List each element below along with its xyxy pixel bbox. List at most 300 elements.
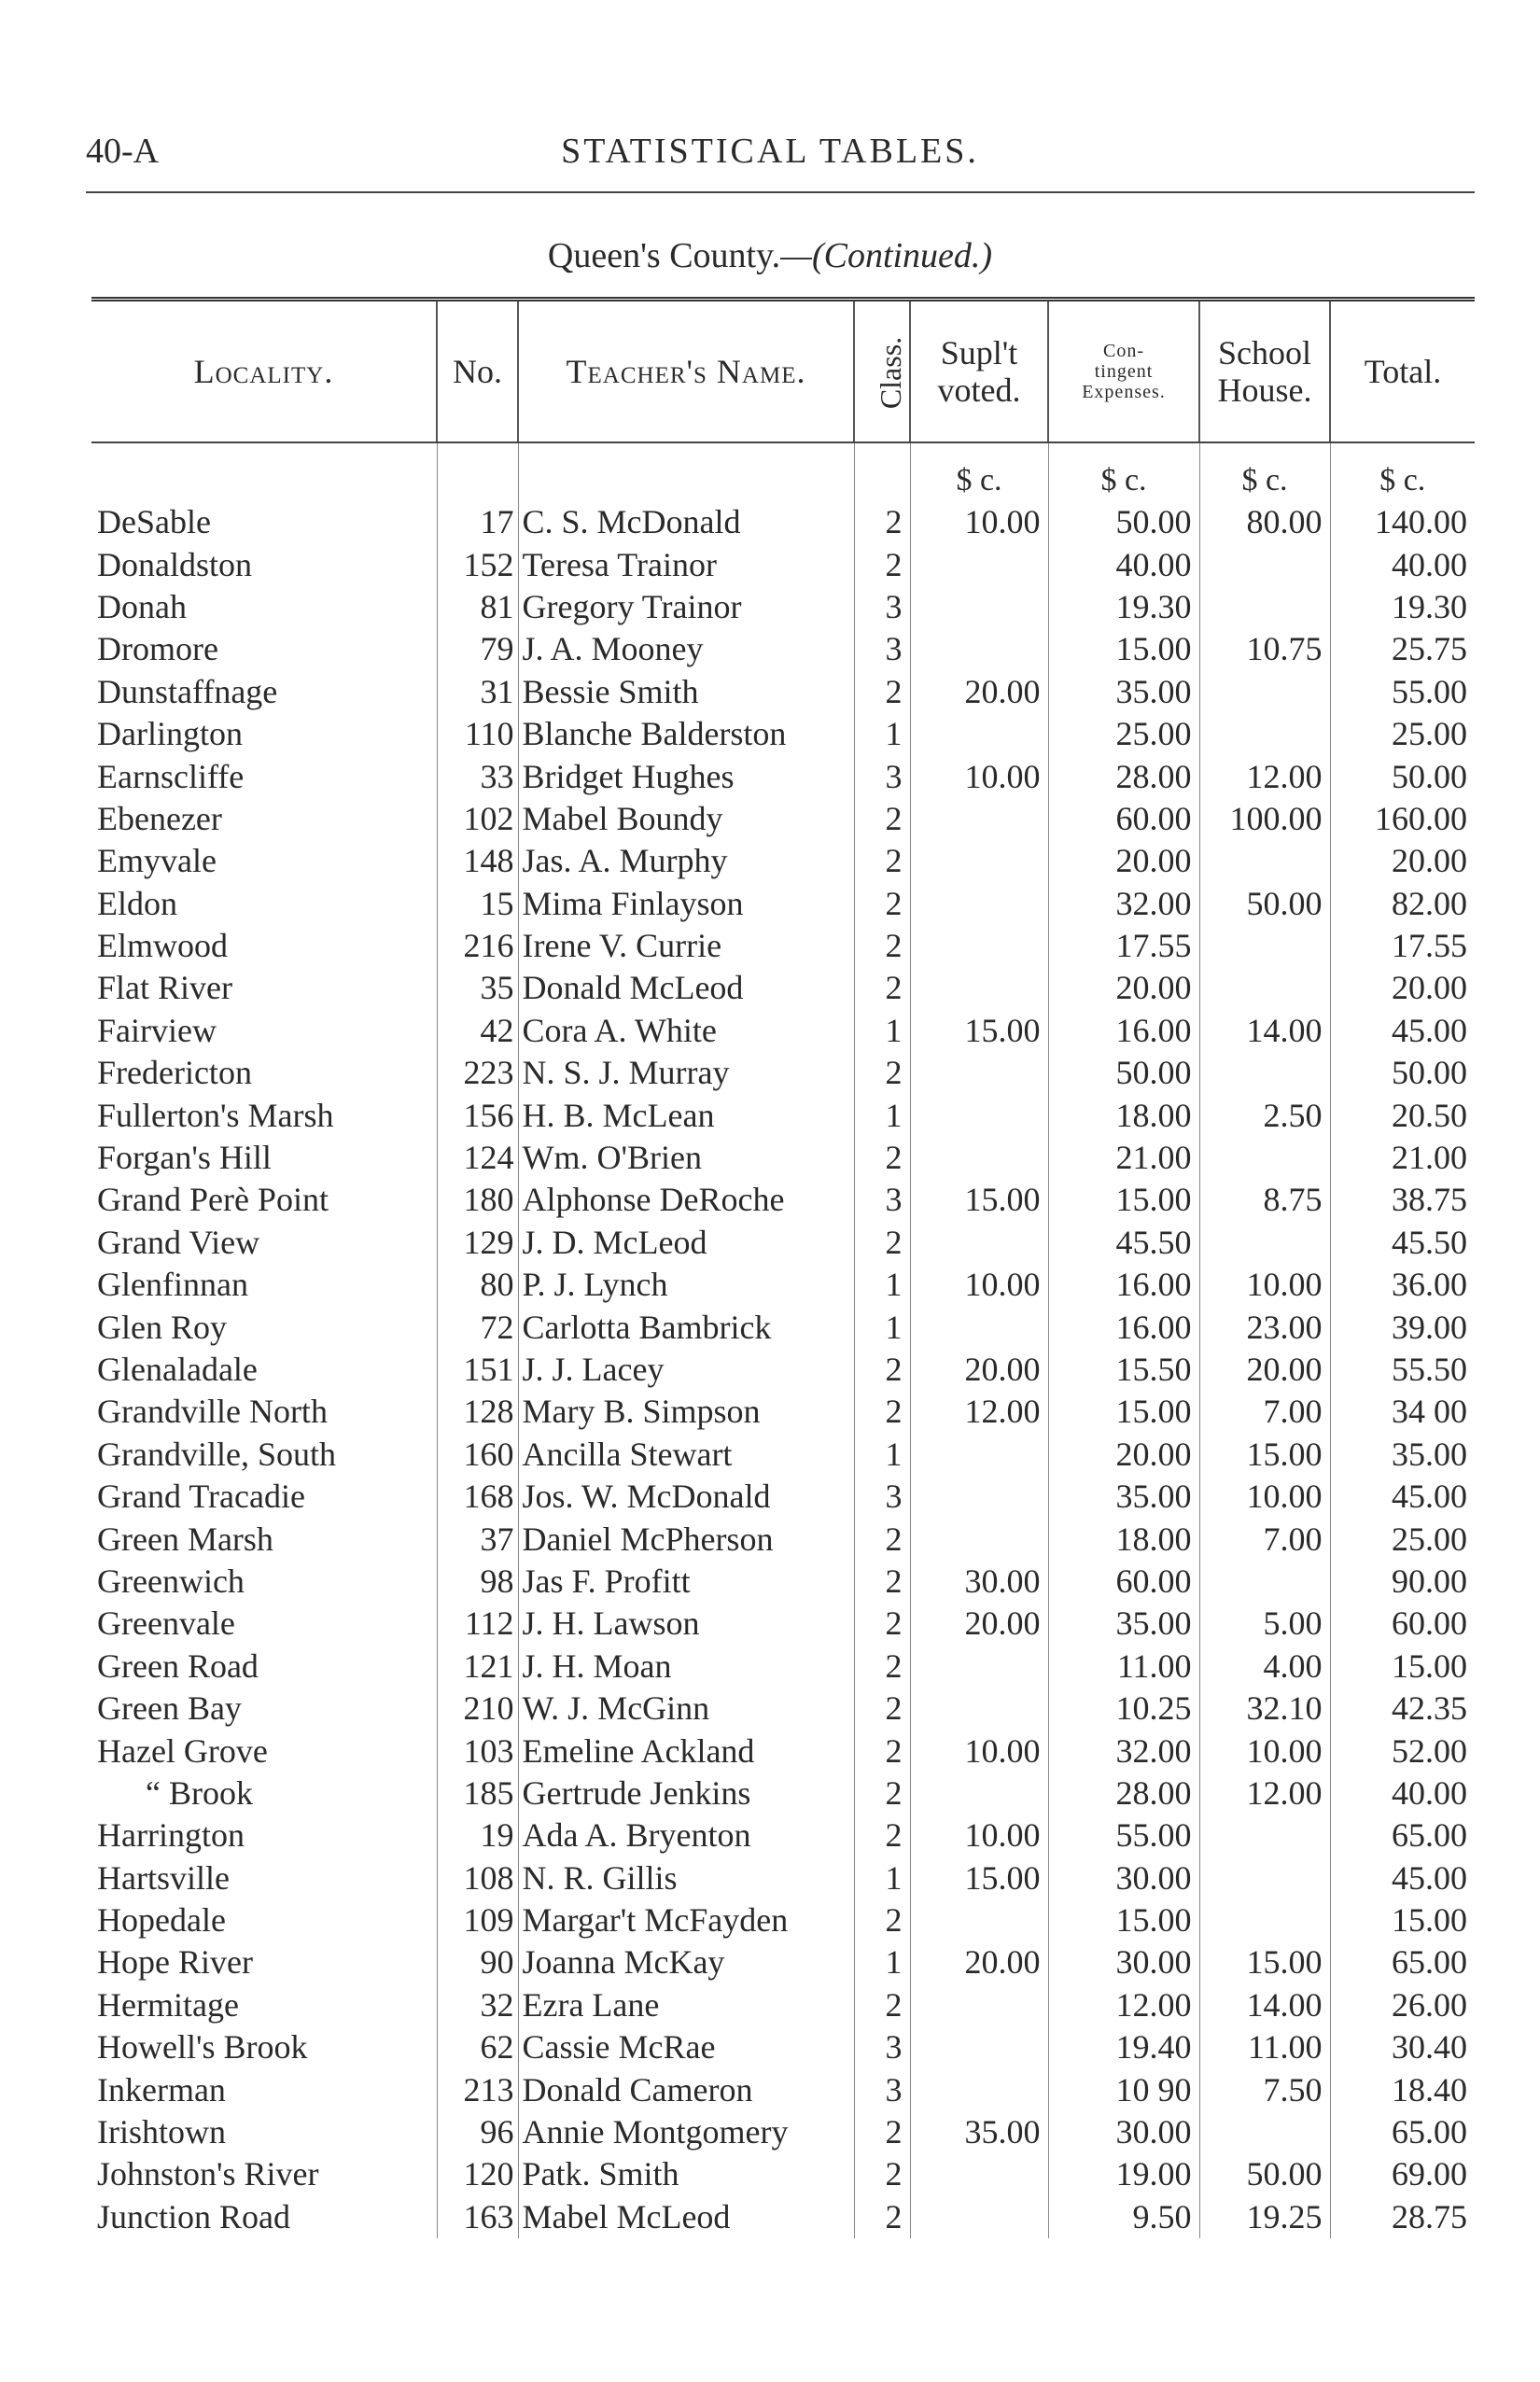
cell-school: 100.00 — [1199, 798, 1330, 840]
cell-no: 128 — [437, 1391, 518, 1433]
cell-suppl — [910, 586, 1048, 628]
cell-school — [1199, 671, 1330, 713]
cell-locality: Grand View — [97, 1223, 260, 1261]
cell-contingent: 16.00 — [1048, 1010, 1199, 1052]
cell-school — [1199, 1815, 1330, 1857]
cell-no: 80 — [437, 1264, 518, 1306]
cell-total: 18.40 — [1330, 2068, 1475, 2110]
column-header-school-line1: School — [1217, 334, 1311, 371]
cell-locality: Johnston's River — [97, 2155, 319, 2193]
cell-no: 19 — [437, 1815, 518, 1857]
cell-total: 25.75 — [1330, 628, 1475, 670]
cell-total: 40.00 — [1330, 543, 1475, 585]
table-row — [91, 1857, 1475, 1899]
cell-contingent: 18.00 — [1048, 1518, 1199, 1560]
cell-school: 12.00 — [1199, 1772, 1330, 1815]
column-header-suppl-line2: voted. — [937, 371, 1021, 409]
cell-school — [1199, 1857, 1330, 1899]
table-row — [91, 1052, 1475, 1094]
cell-teacher: Mabel Boundy — [518, 798, 854, 840]
cell-locality: Donaldston — [97, 545, 252, 583]
cell-no: 213 — [437, 2068, 518, 2110]
table-row — [91, 925, 1475, 967]
cell-no: 109 — [437, 1899, 518, 1941]
cell-total: 40.00 — [1330, 1772, 1475, 1815]
cell-teacher: Ancilla Stewart — [518, 1434, 854, 1476]
cell-contingent: 35.00 — [1048, 671, 1199, 713]
cell-total: 90.00 — [1330, 1561, 1475, 1603]
cell-class: 2 — [854, 1518, 910, 1560]
units-suppl: $ c. — [910, 442, 1048, 501]
cell-suppl — [910, 1688, 1048, 1730]
table-subtitle — [0, 235, 1540, 276]
cell-class: 2 — [854, 967, 910, 1009]
cell-contingent: 40.00 — [1048, 543, 1199, 585]
cell-no: 17 — [437, 501, 518, 543]
cell-contingent: 21.00 — [1048, 1137, 1199, 1179]
cell-locality: Emyvale — [97, 842, 217, 880]
cell-total: 20.00 — [1330, 840, 1475, 882]
continued-note: —(Continued.) — [780, 236, 993, 275]
cell-suppl: 15.00 — [910, 1010, 1048, 1052]
cell-contingent: 32.00 — [1048, 883, 1199, 925]
cell-contingent: 19.00 — [1048, 2153, 1199, 2195]
cell-teacher: Bessie Smith — [518, 671, 854, 713]
cell-no: 37 — [437, 1518, 518, 1560]
cell-class: 2 — [854, 1137, 910, 1179]
cell-suppl: 10.00 — [910, 501, 1048, 543]
cell-locality: Donah — [97, 587, 187, 625]
table-row — [91, 1306, 1475, 1348]
cell-teacher: J. A. Mooney — [518, 628, 854, 670]
cell-total: 25.00 — [1330, 1518, 1475, 1560]
table-row — [91, 1137, 1475, 1179]
cell-no: 163 — [437, 2196, 518, 2238]
cell-school: 32.10 — [1199, 1688, 1330, 1730]
cell-class: 2 — [854, 543, 910, 585]
cell-class: 2 — [854, 2153, 910, 2195]
cell-class: 2 — [854, 2111, 910, 2153]
table-row — [91, 840, 1475, 882]
cell-class: 2 — [854, 1603, 910, 1645]
cell-school — [1199, 586, 1330, 628]
cell-total: 45.00 — [1330, 1476, 1475, 1518]
cell-school — [1199, 1899, 1330, 1941]
table-row — [91, 1772, 1475, 1815]
cell-teacher: Jos. W. McDonald — [518, 1476, 854, 1518]
cell-no: 81 — [437, 586, 518, 628]
cell-contingent: 15.00 — [1048, 1899, 1199, 1941]
cell-contingent: 20.00 — [1048, 967, 1199, 1009]
cell-no: 124 — [437, 1137, 518, 1179]
table-row — [91, 628, 1475, 670]
cell-contingent: 10.25 — [1048, 1688, 1199, 1730]
cell-teacher: Jas. A. Murphy — [518, 840, 854, 882]
cell-class: 2 — [854, 840, 910, 882]
cell-locality: Hope River — [97, 1943, 253, 1982]
cell-locality: Hartsville — [97, 1858, 230, 1897]
cell-locality: Darlington — [97, 715, 243, 753]
cell-teacher: Joanna McKay — [518, 1941, 854, 1983]
cell-class: 3 — [854, 2068, 910, 2110]
cell-total: 69.00 — [1330, 2153, 1475, 2195]
cell-total: 20.50 — [1330, 1094, 1475, 1136]
column-header-teacher: Teacher's Name. — [518, 300, 854, 443]
cell-suppl — [910, 713, 1048, 755]
cell-teacher: Bridget Hughes — [518, 755, 854, 797]
cell-suppl: 10.00 — [910, 755, 1048, 797]
cell-total: 28.75 — [1330, 2196, 1475, 2238]
cell-school: 5.00 — [1199, 1603, 1330, 1645]
cell-contingent: 60.00 — [1048, 1561, 1199, 1603]
cell-total: 50.00 — [1330, 755, 1475, 797]
cell-class: 1 — [854, 1306, 910, 1348]
cell-suppl: 12.00 — [910, 1391, 1048, 1433]
cell-total: 34 00 — [1330, 1391, 1475, 1433]
cell-teacher: C. S. McDonald — [518, 501, 854, 543]
cell-class: 2 — [854, 1391, 910, 1433]
cell-total: 39.00 — [1330, 1306, 1475, 1348]
cell-locality: Howell's Brook — [97, 2028, 308, 2067]
cell-school: 7.50 — [1199, 2068, 1330, 2110]
cell-locality: Fredericton — [97, 1054, 252, 1092]
cell-total: 15.00 — [1330, 1899, 1475, 1941]
cell-suppl: 15.00 — [910, 1179, 1048, 1221]
cell-contingent: 16.00 — [1048, 1306, 1199, 1348]
cell-teacher: Mima Finlayson — [518, 883, 854, 925]
cell-teacher: H. B. McLean — [518, 1094, 854, 1136]
cell-no: 151 — [437, 1349, 518, 1391]
cell-locality: “ Brook — [146, 1773, 253, 1812]
cell-contingent: 20.00 — [1048, 840, 1199, 882]
cell-contingent: 11.00 — [1048, 1646, 1199, 1688]
table-row — [91, 1264, 1475, 1306]
cell-contingent: 35.00 — [1048, 1603, 1199, 1645]
table-body — [91, 442, 1475, 2238]
cell-suppl: 10.00 — [910, 1815, 1048, 1857]
cell-class: 1 — [854, 1264, 910, 1306]
cell-teacher: Cassie McRae — [518, 2026, 854, 2068]
cell-teacher: Ada A. Bryenton — [518, 1815, 854, 1857]
table-row — [91, 883, 1475, 925]
cell-locality: Glenaladale — [97, 1351, 258, 1388]
cell-no: 103 — [437, 1730, 518, 1772]
units-cell-teacher — [518, 442, 854, 501]
cell-no: 148 — [437, 840, 518, 882]
units-total: $ c. — [1330, 442, 1475, 501]
cell-suppl — [910, 1222, 1048, 1264]
units-cell-class — [854, 442, 910, 501]
cell-no: 120 — [437, 2153, 518, 2195]
cell-teacher: Teresa Trainor — [518, 543, 854, 585]
cell-total: 65.00 — [1330, 1941, 1475, 1983]
table-header-row — [91, 300, 1475, 443]
cell-suppl — [910, 2196, 1048, 2238]
cell-no: 223 — [437, 1052, 518, 1094]
cell-contingent: 30.00 — [1048, 1857, 1199, 1899]
cell-teacher: N. R. Gillis — [518, 1857, 854, 1899]
cell-total: 65.00 — [1330, 1815, 1475, 1857]
cell-total: 25.00 — [1330, 713, 1475, 755]
cell-teacher: J. H. Moan — [518, 1646, 854, 1688]
cell-school: 20.00 — [1199, 1349, 1330, 1391]
cell-suppl — [910, 1094, 1048, 1136]
cell-school: 8.75 — [1199, 1179, 1330, 1221]
cell-class: 2 — [854, 1052, 910, 1094]
cell-contingent: 50.00 — [1048, 1052, 1199, 1094]
cell-total: 65.00 — [1330, 2111, 1475, 2153]
table-row — [91, 798, 1475, 840]
table-row — [91, 967, 1475, 1009]
cell-teacher: Ezra Lane — [518, 1984, 854, 2026]
cell-class: 2 — [854, 1984, 910, 2026]
cell-class: 3 — [854, 628, 910, 670]
cell-contingent: 15.50 — [1048, 1349, 1199, 1391]
table-row — [91, 2196, 1475, 2238]
column-header-school-line2: House. — [1217, 371, 1312, 409]
table-row — [91, 2153, 1475, 2195]
cell-contingent: 15.00 — [1048, 1391, 1199, 1433]
cell-no: 180 — [437, 1179, 518, 1221]
cell-teacher: Mabel McLeod — [518, 2196, 854, 2238]
cell-suppl — [910, 628, 1048, 670]
table-row — [91, 1941, 1475, 1983]
cell-suppl: 20.00 — [910, 1349, 1048, 1391]
cell-class: 2 — [854, 1561, 910, 1603]
cell-school — [1199, 1052, 1330, 1094]
cell-teacher: Blanche Balderston — [518, 713, 854, 755]
cell-school: 80.00 — [1199, 501, 1330, 543]
cell-no: 185 — [437, 1772, 518, 1815]
cell-school: 11.00 — [1199, 2026, 1330, 2068]
cell-total: 26.00 — [1330, 1984, 1475, 2026]
cell-no: 35 — [437, 967, 518, 1009]
running-title: STATISTICAL TABLES. — [561, 132, 979, 171]
cell-school — [1199, 1222, 1330, 1264]
cell-school — [1199, 1561, 1330, 1603]
cell-locality: Hopedale — [97, 1901, 226, 1940]
cell-no: 15 — [437, 883, 518, 925]
cell-suppl — [910, 1137, 1048, 1179]
cell-no: 112 — [437, 1603, 518, 1645]
cell-school: 12.00 — [1199, 755, 1330, 797]
table-row — [91, 543, 1475, 585]
cell-school — [1199, 925, 1330, 967]
cell-no: 121 — [437, 1646, 518, 1688]
cell-no: 156 — [437, 1094, 518, 1136]
cell-locality: Greenvale — [97, 1604, 235, 1643]
cell-locality: Inkerman — [97, 2070, 226, 2109]
cell-school: 7.00 — [1199, 1518, 1330, 1560]
cell-suppl — [910, 2068, 1048, 2110]
cell-contingent: 55.00 — [1048, 1815, 1199, 1857]
cell-teacher: Mary B. Simpson — [518, 1391, 854, 1433]
cell-total: 55.50 — [1330, 1349, 1475, 1391]
cell-locality: Harrington — [97, 1816, 245, 1855]
cell-teacher: Margar't McFayden — [518, 1899, 854, 1941]
cell-class: 2 — [854, 1730, 910, 1772]
cell-class: 1 — [854, 713, 910, 755]
cell-class: 1 — [854, 1857, 910, 1899]
cell-school — [1199, 967, 1330, 1009]
cell-suppl: 30.00 — [910, 1561, 1048, 1603]
cell-class: 2 — [854, 883, 910, 925]
cell-class: 2 — [854, 501, 910, 543]
table-row — [91, 1434, 1475, 1476]
cell-locality: Dunstaffnage — [97, 672, 278, 710]
cell-teacher: N. S. J. Murray — [518, 1052, 854, 1094]
cell-locality: Glen Roy — [97, 1308, 227, 1346]
cell-school: 10.00 — [1199, 1730, 1330, 1772]
cell-school — [1199, 840, 1330, 882]
column-header-total: Total. — [1330, 300, 1475, 443]
cell-contingent: 19.40 — [1048, 2026, 1199, 2068]
cell-no: 98 — [437, 1561, 518, 1603]
cell-class: 1 — [854, 1010, 910, 1052]
cell-class: 2 — [854, 671, 910, 713]
cell-total: 17.55 — [1330, 925, 1475, 967]
cell-suppl — [910, 1434, 1048, 1476]
cell-contingent: 20.00 — [1048, 1434, 1199, 1476]
cell-total: 42.35 — [1330, 1688, 1475, 1730]
table-row — [91, 1899, 1475, 1941]
cell-no: 110 — [437, 713, 518, 755]
cell-class: 3 — [854, 586, 910, 628]
cell-suppl — [910, 798, 1048, 840]
cell-contingent: 9.50 — [1048, 2196, 1199, 2238]
column-header-contingent-line1: Con- — [1103, 341, 1144, 361]
cell-total: 45.00 — [1330, 1010, 1475, 1052]
cell-locality: Dromore — [97, 630, 218, 668]
cell-suppl — [910, 1052, 1048, 1094]
cell-teacher: Daniel McPherson — [518, 1518, 854, 1560]
table-row — [91, 1179, 1475, 1221]
cell-school: 14.00 — [1199, 1984, 1330, 2026]
table-row — [91, 1476, 1475, 1518]
cell-total: 140.00 — [1330, 501, 1475, 543]
cell-total: 82.00 — [1330, 883, 1475, 925]
units-row — [91, 442, 1475, 501]
cell-teacher: Gregory Trainor — [518, 586, 854, 628]
cell-locality: Grand Tracadie — [97, 1478, 305, 1516]
cell-school: 19.25 — [1199, 2196, 1330, 2238]
cell-contingent: 10 90 — [1048, 2068, 1199, 2110]
cell-suppl: 20.00 — [910, 1603, 1048, 1645]
table-row — [91, 2026, 1475, 2068]
cell-suppl: 35.00 — [910, 2111, 1048, 2153]
cell-suppl: 10.00 — [910, 1264, 1048, 1306]
cell-class: 2 — [854, 1899, 910, 1941]
table-row — [91, 586, 1475, 628]
cell-school — [1199, 713, 1330, 755]
table-row — [91, 2068, 1475, 2110]
cell-school: 10.75 — [1199, 628, 1330, 670]
cell-contingent: 15.00 — [1048, 1179, 1199, 1221]
cell-total: 50.00 — [1330, 1052, 1475, 1094]
cell-suppl — [910, 840, 1048, 882]
county-name: Queen's County. — [547, 236, 781, 275]
cell-teacher: Annie Montgomery — [518, 2111, 854, 2153]
table-row — [91, 1984, 1475, 2026]
cell-suppl — [910, 1306, 1048, 1348]
cell-class: 2 — [854, 1349, 910, 1391]
table-row — [91, 1518, 1475, 1560]
units-cell-no — [437, 442, 518, 501]
cell-locality: Fairview — [97, 1011, 217, 1049]
cell-teacher: Jas F. Profitt — [518, 1561, 854, 1603]
cell-contingent: 25.00 — [1048, 713, 1199, 755]
cell-teacher: Emeline Ackland — [518, 1730, 854, 1772]
cell-no: 129 — [437, 1222, 518, 1264]
cell-class: 1 — [854, 1941, 910, 1983]
cell-school: 7.00 — [1199, 1391, 1330, 1433]
cell-school: 15.00 — [1199, 1941, 1330, 1983]
cell-teacher: Carlotta Bambrick — [518, 1306, 854, 1348]
cell-no: 42 — [437, 1010, 518, 1052]
cell-class: 2 — [854, 1815, 910, 1857]
table-row — [91, 1688, 1475, 1730]
column-header-locality: Locality. — [91, 300, 437, 443]
cell-contingent: 19.30 — [1048, 586, 1199, 628]
cell-contingent: 35.00 — [1048, 1476, 1199, 1518]
cell-no: 108 — [437, 1857, 518, 1899]
cell-no: 210 — [437, 1688, 518, 1730]
cell-locality: Green Marsh — [97, 1520, 273, 1558]
cell-suppl: 20.00 — [910, 671, 1048, 713]
cell-teacher: Wm. O'Brien — [518, 1137, 854, 1179]
cell-total: 19.30 — [1330, 586, 1475, 628]
cell-total: 55.00 — [1330, 671, 1475, 713]
cell-class: 3 — [854, 2026, 910, 2068]
cell-class: 2 — [854, 1222, 910, 1264]
page-header — [0, 131, 1540, 171]
cell-school: 50.00 — [1199, 2153, 1330, 2195]
cell-suppl: 20.00 — [910, 1941, 1048, 1983]
cell-suppl — [910, 543, 1048, 585]
cell-total: 160.00 — [1330, 798, 1475, 840]
cell-contingent: 45.50 — [1048, 1222, 1199, 1264]
cell-locality: Grandville North — [97, 1393, 328, 1431]
cell-class: 1 — [854, 1434, 910, 1476]
cell-class: 2 — [854, 798, 910, 840]
table-row — [91, 671, 1475, 713]
column-header-suppl-line1: Supl't — [940, 334, 1018, 371]
cell-school: 4.00 — [1199, 1646, 1330, 1688]
cell-contingent: 18.00 — [1048, 1094, 1199, 1136]
cell-locality: Irishtown — [97, 2113, 226, 2151]
table-row — [91, 755, 1475, 797]
cell-suppl — [910, 2026, 1048, 2068]
table-row — [91, 1815, 1475, 1857]
cell-contingent: 15.00 — [1048, 628, 1199, 670]
cell-locality: Earnscliffe — [97, 757, 245, 795]
cell-teacher: Irene V. Currie — [518, 925, 854, 967]
cell-no: 102 — [437, 798, 518, 840]
cell-locality: Grandville, South — [97, 1435, 336, 1473]
cell-no: 62 — [437, 2026, 518, 2068]
cell-class: 2 — [854, 1646, 910, 1688]
cell-locality: Grand Perè Point — [97, 1181, 329, 1219]
cell-no: 216 — [437, 925, 518, 967]
cell-total: 60.00 — [1330, 1603, 1475, 1645]
cell-suppl — [910, 967, 1048, 1009]
cell-no: 168 — [437, 1476, 518, 1518]
cell-suppl — [910, 2153, 1048, 2195]
cell-teacher: P. J. Lynch — [518, 1264, 854, 1306]
units-school: $ c. — [1199, 442, 1330, 501]
units-cell-locality — [91, 442, 437, 501]
cell-no: 152 — [437, 543, 518, 585]
